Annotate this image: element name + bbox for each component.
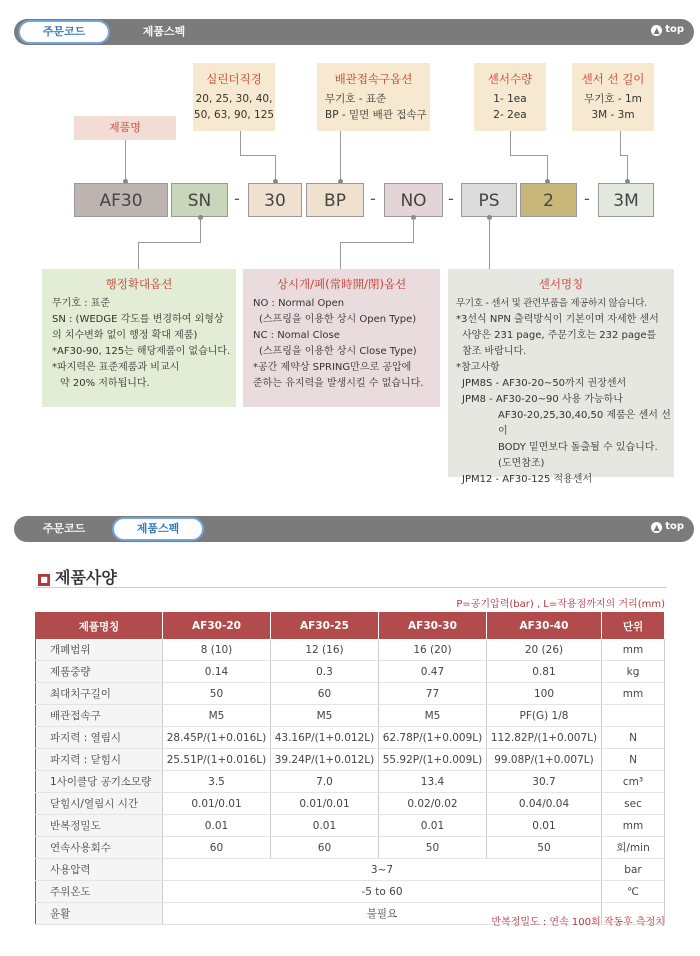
sensor-qty-title: 센서수량 (487, 72, 533, 86)
sensor-name-line: BODY 밑면보다 돌출될 수 있습니다. (498, 442, 658, 453)
table-cell: 0.14 (163, 661, 271, 683)
row-label-cell: 윤활 (36, 903, 163, 925)
sensor-name-line: JPM8S - AF30-20~50까지 권장센서 (462, 378, 627, 389)
table-cell: 0.01 (163, 815, 271, 837)
product-name-label: 제품명 (74, 116, 176, 140)
top-link[interactable] (651, 521, 684, 533)
top-link-label: top (665, 24, 684, 35)
table-cell: 50 (378, 837, 486, 859)
table-cell: PF(G) 1/8 (486, 705, 601, 727)
sensor-name-line: JPM12 - AF30-125 적용센서 (462, 474, 593, 485)
table-cell: 0.3 (270, 661, 378, 683)
connector-line (620, 155, 627, 156)
table-cell: 25.51P/(1+0.016L) (163, 749, 271, 771)
code-2: 2 (520, 183, 577, 217)
sensor-qty-line: 2- 2ea (493, 109, 527, 121)
table-row (36, 705, 665, 727)
stroke-option-line: 무기호 : 표준 (52, 298, 111, 309)
table-cell: 0.47 (378, 661, 486, 683)
table-cell: kg (602, 661, 665, 683)
table-cell: 39.24P/(1+0.012L) (270, 749, 378, 771)
code-sn: SN (171, 183, 228, 217)
normal-open-close-title: 상시개/폐(常時開/閉)옵션 (276, 277, 407, 291)
table-cell: 77 (378, 683, 486, 705)
stroke-option-box (42, 269, 236, 407)
table-cell: 0.01 (486, 815, 601, 837)
table-row (36, 727, 665, 749)
table-cell: 60 (270, 683, 378, 705)
code-separator: - (584, 189, 590, 208)
code-separator: - (448, 189, 454, 208)
table-cell: sec (602, 793, 665, 815)
table-header-cell: AF30-40 (486, 613, 601, 640)
connector-line (340, 242, 341, 269)
table-row (36, 793, 665, 815)
table-cell: N (602, 749, 665, 771)
cylinder-diameter-line: 20, 25, 30, 40, (195, 93, 273, 105)
connector-line (510, 155, 547, 156)
row-label-cell: 최대치구길이 (36, 683, 163, 705)
table-cell: M5 (163, 705, 271, 727)
table-row (36, 859, 665, 881)
table-header-cell: 단위 (602, 613, 665, 640)
table-row (36, 639, 665, 661)
spec-unit-note: P=공기압력(bar) , L=작용점까지의 거리(mm) (456, 599, 665, 610)
connector-line (413, 217, 414, 242)
connector-line (200, 217, 201, 242)
table-cell: 0.01 (378, 815, 486, 837)
table-cell: 16 (20) (378, 639, 486, 661)
normal-open-close-line: *공간 제약상 SPRING만으로 공압에 (253, 362, 412, 373)
connector-line (138, 242, 139, 269)
connector-line (240, 155, 275, 156)
table-header-cell: AF30-20 (163, 613, 271, 640)
row-label-cell: 1사이클당 공기소모량 (36, 771, 163, 793)
table-row (36, 661, 665, 683)
sensor-name-title: 센서명칭 (538, 277, 584, 291)
sensor-name-line: JPM8 - AF30-20~90 사용 가능하나 (462, 394, 624, 405)
table-cell: 0.04/0.04 (486, 793, 601, 815)
row-label-cell: 개폐범위 (36, 639, 163, 661)
table-header-cell: AF30-30 (378, 613, 486, 640)
table-cell: 0.01/0.01 (270, 793, 378, 815)
code-ps: PS (461, 183, 517, 217)
row-label-cell: 닫힘시/열림시 시간 (36, 793, 163, 815)
table-cell: 60 (270, 837, 378, 859)
table-cell: cm³ (602, 771, 665, 793)
connector-line (620, 131, 621, 155)
table-row (36, 815, 665, 837)
connector-line (489, 217, 490, 269)
table-row (36, 749, 665, 771)
row-label-cell: 배관접속구 (36, 705, 163, 727)
tab-product-spec[interactable]: 제품스펙 (112, 517, 204, 541)
row-label-cell: 파지력 : 닫힘시 (36, 749, 163, 771)
table-header-row (36, 613, 665, 640)
stroke-option-title: 행정확대옵션 (105, 277, 173, 291)
table-cell: mm (602, 683, 665, 705)
tab-bar-spec (14, 516, 694, 542)
top-link-label: top (665, 521, 684, 532)
divider (36, 587, 666, 588)
cylinder-diameter-box (193, 63, 275, 131)
sensor-name-box (448, 269, 674, 485)
table-cell: 30.7 (486, 771, 601, 793)
table-cell: 8 (10) (163, 639, 271, 661)
sensor-length-title: 센서 선 길이 (581, 72, 645, 86)
table-cell: 112.82P/(1+0.007L) (486, 727, 601, 749)
table-cell: 12 (16) (270, 639, 378, 661)
spec-table (35, 612, 665, 925)
sensor-length-box (572, 63, 654, 131)
table-cell: 99.08P/(1+0.007L) (486, 749, 601, 771)
table-cell: 13.4 (378, 771, 486, 793)
chevron-up-icon: ▲ (651, 522, 662, 533)
table-cell: -5 to 60 (163, 881, 602, 903)
pipe-option-box (317, 63, 430, 131)
spec-title-text: 제품사양 (55, 568, 117, 587)
stroke-option-line: 의 치수변화 없이 행정 확대 제품) (52, 330, 198, 341)
table-cell: M5 (378, 705, 486, 727)
table-row (36, 837, 665, 859)
connector-line (138, 242, 201, 243)
sensor-name-line: 무기호 - 센서 및 관련부품을 제공하지 않습니다. (456, 298, 647, 309)
stroke-option-line: SN : (WEDGE 각도를 변경하여 외형상 (52, 314, 224, 325)
table-cell: mm (602, 639, 665, 661)
sensor-length-line: 무기호 - 1m (584, 93, 642, 105)
row-label-cell: 주위온도 (36, 881, 163, 903)
sensor-name-line: *3선식 NPN 출력방식이 기본이며 자세한 센서 (456, 314, 659, 325)
code-bp: BP (306, 183, 364, 217)
table-cell: 55.92P/(1+0.009L) (378, 749, 486, 771)
table-cell: ℃ (602, 881, 665, 903)
pipe-option-line: 무기호 - 표준 (325, 93, 387, 105)
table-cell: 50 (163, 683, 271, 705)
spec-section-title (38, 565, 117, 588)
table-row (36, 771, 665, 793)
sensor-length-line: 3M - 3m (591, 109, 635, 121)
normal-open-close-line: NC : Nomal Close (253, 330, 340, 341)
connector-line (627, 155, 628, 182)
code-separator: - (370, 189, 376, 208)
normal-open-close-line: (스프링을 이용한 상시 Close Type) (259, 346, 417, 357)
normal-open-close-line: (스프링을 이용한 상시 Open Type) (259, 314, 417, 325)
table-cell: M5 (270, 705, 378, 727)
square-bullet-icon: ■ (38, 574, 50, 586)
connector-line (125, 140, 126, 182)
sensor-qty-line: 1- 1ea (493, 93, 527, 105)
code-3m: 3M (598, 183, 654, 217)
connector-line (340, 131, 341, 182)
sensor-name-line: (도면참조) (498, 458, 545, 469)
connector-line (275, 155, 276, 182)
table-cell: 50 (486, 837, 601, 859)
sensor-name-line: AF30-20,25,30,40,50 제품은 센서 선이 (498, 410, 671, 437)
table-cell: 0.01/0.01 (163, 793, 271, 815)
sensor-name-line: *참고사항 (456, 362, 500, 373)
tab-product-spec[interactable]: 제품스펙 (142, 25, 186, 38)
normal-open-close-box (243, 269, 440, 407)
repeatability-note: 반복정밀도 : 연속 100회 작동후 측정치 (491, 917, 665, 928)
pipe-option-line: BP - 밑면 배관 접속구 (325, 109, 427, 121)
table-cell: mm (602, 815, 665, 837)
code-separator: - (234, 189, 240, 208)
table-header-cell: AF30-25 (270, 613, 378, 640)
table-cell: bar (602, 859, 665, 881)
connector-line (240, 131, 241, 155)
table-row (36, 683, 665, 705)
row-label-cell: 반복정밀도 (36, 815, 163, 837)
tab-bar-top (14, 19, 694, 45)
code-af30: AF30 (74, 183, 168, 217)
table-cell: 회/min (602, 837, 665, 859)
sensor-name-line: 참조 바랍니다. (462, 346, 527, 357)
normal-open-close-line: NO : Normal Open (253, 298, 345, 309)
pipe-option-title: 배관접속구옵션 (334, 72, 413, 86)
top-link[interactable] (651, 24, 684, 36)
tab-order-code[interactable]: 주문코드 (18, 20, 110, 44)
table-cell: 100 (486, 683, 601, 705)
table-cell: 3~7 (163, 859, 602, 881)
code-no: NO (384, 183, 443, 217)
tab-order-code[interactable]: 주문코드 (42, 522, 86, 535)
sensor-name-line: 사양은 231 page, 주문기호는 232 page를 (462, 330, 657, 341)
sensor-qty-box (474, 63, 546, 131)
table-cell: 0.01 (270, 815, 378, 837)
cylinder-diameter-title: 실린더직경 (206, 72, 262, 86)
table-cell: N (602, 727, 665, 749)
connector-line (547, 155, 548, 182)
table-cell: 7.0 (270, 771, 378, 793)
normal-open-close-line: 준하는 유지력을 발생시킬 수 없습니다. (253, 378, 424, 389)
table-cell: 28.45P/(1+0.016L) (163, 727, 271, 749)
row-label-cell: 제품중량 (36, 661, 163, 683)
table-header-cell: 제품명칭 (36, 613, 163, 640)
table-cell (602, 705, 665, 727)
stroke-option-line: 약 20% 저하됩니다. (60, 378, 150, 389)
chevron-up-icon: ▲ (651, 25, 662, 36)
table-cell: 0.02/0.02 (378, 793, 486, 815)
table-cell: 60 (163, 837, 271, 859)
stroke-option-line: *AF30-90, 125는 해당제품이 없습니다. (52, 346, 231, 357)
code-30: 30 (248, 183, 302, 217)
table-cell: 3.5 (163, 771, 271, 793)
cylinder-diameter-line: 50, 63, 90, 125 (193, 109, 275, 121)
table-cell: 0.81 (486, 661, 601, 683)
row-label-cell: 파지력 : 열림시 (36, 727, 163, 749)
connector-line (340, 242, 414, 243)
table-cell: 불필요 (163, 903, 602, 925)
table-row (36, 881, 665, 903)
connector-line (510, 131, 511, 155)
stroke-option-line: *파지력은 표준제품과 비교시 (52, 362, 180, 373)
table-cell: 62.78P/(1+0.009L) (378, 727, 486, 749)
table-cell: 43.16P/(1+0.012L) (270, 727, 378, 749)
row-label-cell: 사용압력 (36, 859, 163, 881)
row-label-cell: 연속사용회수 (36, 837, 163, 859)
table-cell: 20 (26) (486, 639, 601, 661)
